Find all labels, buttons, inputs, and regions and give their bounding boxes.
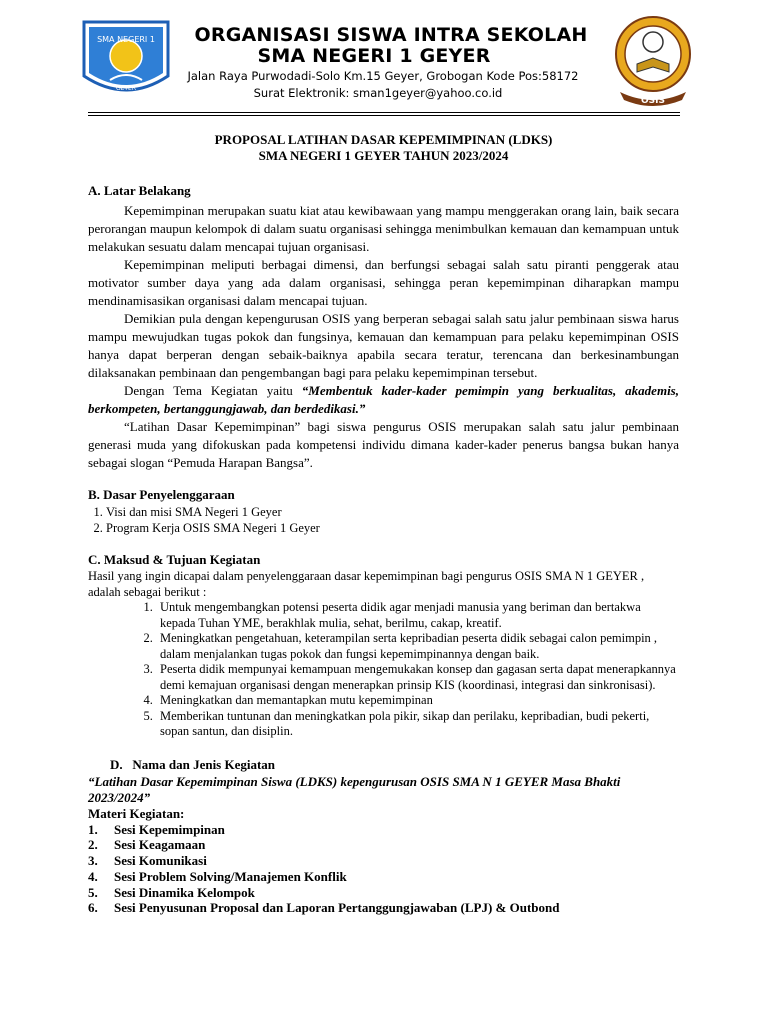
section-b-list	[88, 504, 679, 536]
list-item: 2. Meningkatkan pengetahuan, keterampilan serta kepribadian peserta didik sebagai calon pemimpin , dalam menjalankan tugas pokok dan fungsi kepemimpinannya dengan baik.	[156, 631, 679, 662]
list-item: 5. Memberikan tuntunan dan meningkatkan pola pikir, sikap dan perilaku, kepribadian, budi pekerti, sopan santun, dan disiplin.	[156, 709, 679, 740]
section-b-heading: B. Dasar Penyelenggaraan	[88, 487, 235, 502]
theme-text: “Membentuk kader-kader pemimpin yang berkualitas, akademis, berkompeten, bertanggungjawab, dan berdedikasi.”	[88, 383, 679, 416]
list-item: 6. Sesi Penyusunan Proposal dan Laporan Pertanggungjawaban (LPJ) & Outbond	[88, 900, 560, 916]
list-item: 1. Sesi Kepemimpinan	[88, 821, 225, 837]
org-email: Surat Elektronik: sman1geyer@yahoo.co.id	[253, 86, 503, 100]
org-title-line2: SMA NEGERI 1 GEYER	[257, 45, 491, 67]
list-item: 3. Peserta didik mempunyai kemampuan mengemukakan konsep dan gagasan serta dapat menerapkannya demi kemajuan organisasi dengan menerapkan prinsip KIS (koordinasi, integrasi dan sinkronisasi).	[156, 662, 679, 693]
materi-label: Materi Kegiatan:	[88, 805, 185, 821]
list-item: 4. Meningkatkan dan memantapkan mutu kepemimpinan	[156, 693, 679, 709]
list-item: 4. Sesi Problem Solving/Manajemen Konflik	[88, 868, 347, 884]
letterhead-rule	[88, 112, 680, 113]
letterhead-rule-thin	[88, 115, 680, 116]
org-title-line1: ORGANISASI SISWA INTRA SEKOLAH	[194, 24, 588, 46]
doc-title-line2: SMA NEGERI 1 GEYER TAHUN 2023/2024	[258, 148, 509, 163]
org-address: Jalan Raya Purwodadi-Solo Km.15 Geyer, Grobogan Kode Pos:58172	[187, 69, 579, 83]
section-c-heading: C. Maksud & Tujuan Kegiatan	[88, 552, 261, 567]
list-item: 3. Sesi Komunikasi	[88, 853, 207, 869]
list-item: 1. Untuk mengembangkan potensi peserta didik agar menjadi manusia yang beriman dan bertakwa kepada Tuhan YME, berakhlak mulia, sehat, berilmu, cakap, kreatif.	[156, 600, 679, 631]
section-a-paragraph-5: “Latihan Dasar Kepemimpinan” bagi siswa pengurus OSIS merupakan salah satu jalur pembinaan generasi muda yang difokuskan pada kompetensi individu dimana kader-kader penerus bangsa bukan hanya sebagai slogan “Pemuda Harapan Bangsa”.	[88, 419, 679, 470]
theme-lead: Dengan Tema Kegiatan yaitu	[124, 383, 302, 398]
section-a-paragraph-1: Kepemimpinan merupakan suatu kiat atau kewibawaan yang mampu menggerakan orang lain, baik secara perorangan maupun kelompok di dalam suatu organisasi sehingga menimbulkan kemauan dan kemampuan untuk melakukan sesuatu dalam mencapai tujuan organisasi.	[88, 203, 679, 254]
list-item: 5. Sesi Dinamika Kelompok	[88, 884, 255, 900]
emblem-text-top: SMA NEGERI 1	[97, 35, 155, 44]
section-a-paragraph-3: Demikian pula dengan kepengurusan OSIS yang berperan sebagai salah satu jalur pembinaan siswa harus mampu mewujudkan tugas pokok dan fungsinya, kemauan dan kemampuan para pelaku kepemimpinan OSIS hanya dapat berperan dengan sebaik-baiknya apabila secara teratur, terencana dan berkesinambungan dilaksanakan pembinaan dan pengembangan bagi para pelaku kepemimpinan tersebut.	[88, 311, 679, 380]
section-a-paragraph-4	[88, 382, 679, 418]
activity-name: “Latihan Dasar Kepemimpinan Siswa (LDKS) kepengurusan OSIS SMA N 1 GEYER Masa Bhakti 2023/2024”	[88, 773, 621, 805]
list-item: 2. Program Kerja OSIS SMA Negeri 1 Geyer	[106, 520, 679, 536]
osis-emblem-icon	[612, 12, 694, 110]
section-c-intro: Hasil yang ingin dicapai dalam penyelenggaraan dasar kepemimpinan bagi pengurus OSIS SMA N 1 GEYER , adalah sebagai berikut :	[88, 569, 645, 599]
document-body	[88, 132, 679, 916]
section-a-paragraph-2: Kepemimpinan meliputi berbagai dimensi, dan berfungsi sebagai salah satu piranti penggerak atau motivator sumber daya yang ada dalam organisasi, sehingga peran kepemimpinan diharapkan mampu mendinamisasikan organisasi dalam mencapai tujuan.	[88, 257, 679, 308]
letterhead	[0, 0, 768, 118]
list-item: 1. Visi dan misi SMA Negeri 1 Geyer	[106, 504, 679, 520]
osis-emblem-text: OSIS	[641, 96, 665, 106]
materi-list	[88, 822, 679, 917]
doc-title-line1: PROPOSAL LATIHAN DASAR KEPEMIMPINAN (LDKS)	[214, 132, 553, 147]
section-d-heading: D. Nama dan Jenis Kegiatan	[110, 756, 276, 772]
list-item: 2. Sesi Keagamaan	[88, 837, 206, 853]
emblem-text-bottom: GEYER	[115, 85, 137, 92]
section-a-heading: A. Latar Belakang	[88, 183, 191, 198]
section-c-list	[88, 600, 679, 740]
